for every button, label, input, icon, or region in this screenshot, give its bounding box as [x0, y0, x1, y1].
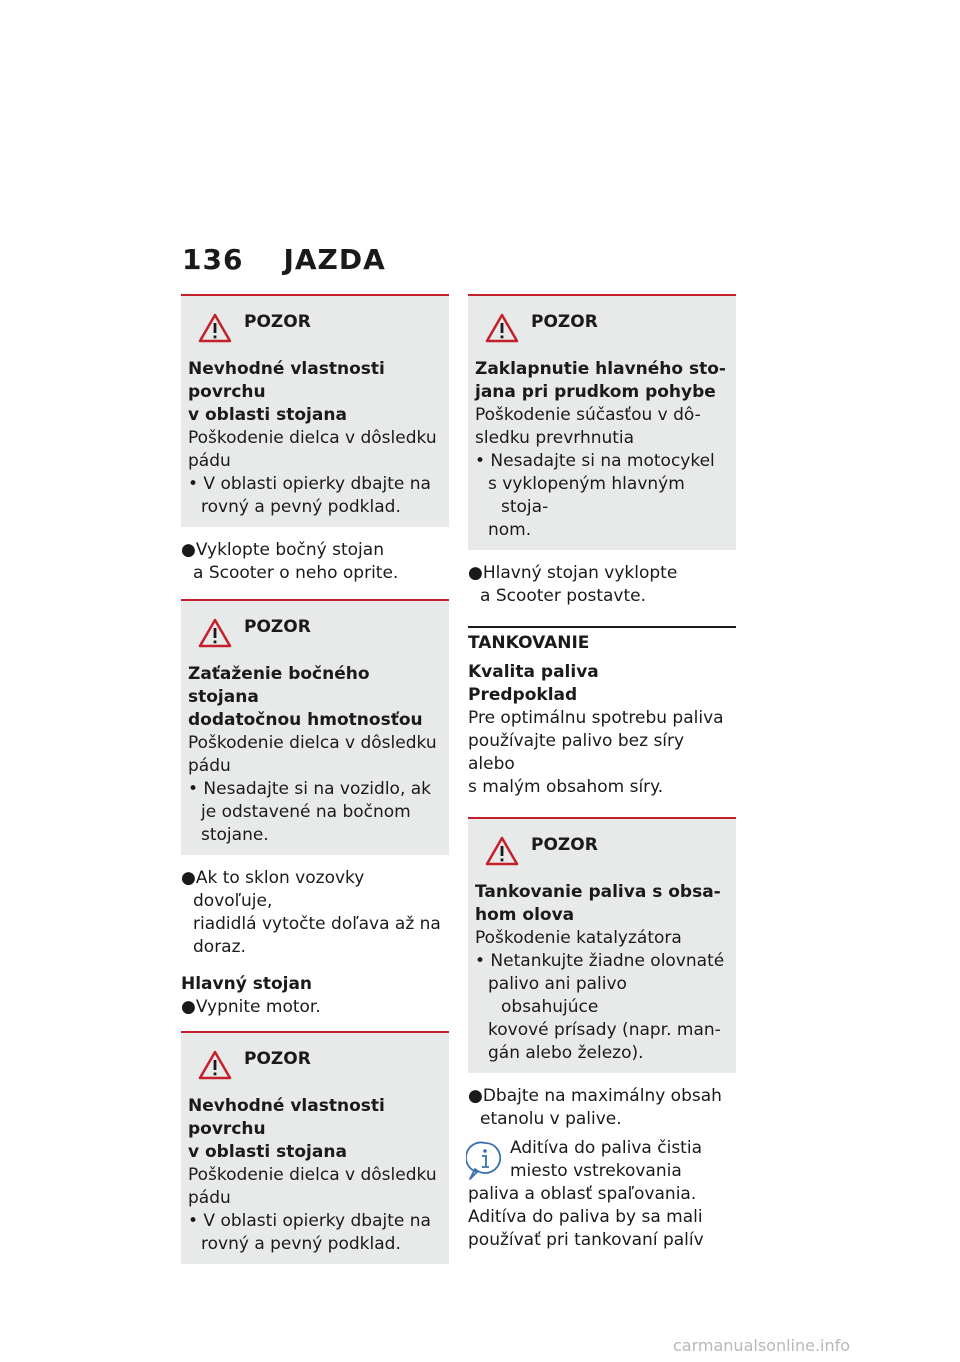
right-column [468, 294, 736, 1252]
warning-triangle-icon [198, 618, 232, 648]
warning-label: POZOR [244, 617, 311, 637]
warning-action-line: s vyklopeným hlavným stoja- [488, 474, 685, 517]
warning-action-line: rovný a pevný podklad. [201, 497, 401, 517]
warning-text-line: Poškodenie katalyzátora [475, 928, 682, 948]
paragraph-line: používajte palivo bez síry alebo [468, 731, 685, 774]
warning-label: POZOR [531, 835, 598, 855]
step-line: ●Dbajte na maximálny obsah [468, 1086, 722, 1106]
warning-title-line: Zaťaženie bočného stojana [188, 664, 370, 707]
info-line: Aditíva do paliva čistia [510, 1138, 702, 1158]
warning-box [181, 1031, 449, 1264]
warning-consequence [188, 1164, 442, 1210]
step-line: a Scooter o neho oprite. [193, 563, 399, 583]
warning-title [475, 358, 729, 404]
warning-title [188, 1095, 442, 1164]
step-line: ●Vyklopte bočný stojan [181, 540, 384, 560]
warning-box [181, 294, 449, 527]
step-line: ●Ak to sklon vozovky dovoľuje, [181, 868, 365, 911]
warning-action-line: je odstavené na bočnom [201, 802, 411, 822]
step-line: riadidlá vytočte doľava až na [193, 914, 441, 934]
warning-text-line: pádu [188, 756, 231, 776]
warning-box [468, 817, 736, 1073]
instruction-step [181, 539, 449, 585]
section-title: JAZDA [283, 243, 386, 276]
warning-action-line: gán alebo železo). [488, 1043, 644, 1063]
info-note [468, 1137, 736, 1252]
page-header [182, 243, 386, 276]
warning-title-line: Nevhodné vlastnosti povrchu [188, 359, 385, 402]
warning-action-line: kovové prísady (napr. man- [488, 1020, 721, 1040]
warning-action-line: • Netankujte žiadne olovnaté [475, 951, 725, 971]
step-line: ●Hlavný stojan vyklopte [468, 563, 678, 583]
warning-action-line: • Nesadajte si na motocykel [475, 451, 715, 471]
paragraph-line: s malým obsahom síry. [468, 777, 664, 797]
info-line: paliva a oblasť spaľovania. [468, 1184, 697, 1204]
info-line: miesto vstrekovania [510, 1161, 682, 1181]
warning-action [188, 1210, 442, 1256]
warning-title [188, 358, 442, 427]
warning-action [475, 450, 729, 542]
warning-action [475, 950, 729, 1065]
warning-action-line: rovný a pevný podklad. [201, 1234, 401, 1254]
warning-action-line: • V oblasti opierky dbajte na [188, 474, 431, 494]
warning-text-line: Poškodenie dielca v dôsledku [188, 733, 437, 753]
step-line: a Scooter postavte. [480, 586, 646, 606]
paragraph-line: Pre optimálnu spotrebu paliva [468, 708, 724, 728]
section-rule [468, 626, 736, 799]
warning-consequence [188, 732, 442, 778]
warning-text-line: Poškodenie dielca v dôsledku [188, 1165, 437, 1185]
warning-consequence [475, 404, 729, 450]
warning-consequence [475, 927, 729, 950]
warning-title [188, 663, 442, 732]
warning-title-line: Zaklapnutie hlavného sto- [475, 359, 726, 379]
warning-action-line: stojane. [201, 825, 269, 845]
info-line: používať pri tankovaní palív [468, 1230, 704, 1250]
section-heading: TANKOVANIE [468, 633, 590, 653]
instruction-step: ●Vypnite motor. [181, 997, 321, 1017]
warning-action-line: • Nesadajte si na vozidlo, ak [188, 779, 432, 799]
warning-consequence [188, 427, 442, 473]
warning-title-line: Tankovanie paliva s obsa- [475, 882, 721, 902]
warning-label: POZOR [531, 312, 598, 332]
warning-header [188, 1045, 442, 1085]
warning-header [475, 308, 729, 348]
warning-text-line: pádu [188, 451, 231, 471]
warning-text-line: sledku prevrhnutia [475, 428, 635, 448]
instruction-step [468, 562, 736, 608]
warning-triangle-icon [485, 836, 519, 866]
warning-triangle-icon [485, 313, 519, 343]
warning-title-line: hom olova [475, 905, 575, 925]
warning-text-line: pádu [188, 1188, 231, 1208]
paragraph [468, 707, 736, 799]
warning-triangle-icon [198, 313, 232, 343]
warning-header [188, 613, 442, 653]
warning-title-line: Nevhodné vlastnosti povrchu [188, 1096, 385, 1139]
warning-box [468, 294, 736, 550]
warning-title-line: v oblasti stojana [188, 1142, 347, 1162]
step-line: etanolu v palive. [480, 1109, 622, 1129]
info-icon [466, 1139, 504, 1183]
warning-label: POZOR [244, 1049, 311, 1069]
info-line: Aditíva do paliva by sa mali [468, 1207, 703, 1227]
warning-label: POZOR [244, 312, 311, 332]
warning-action-line: nom. [488, 520, 532, 540]
subheading: Hlavný stojan [181, 974, 313, 994]
warning-action-line: • V oblasti opierky dbajte na [188, 1211, 431, 1231]
warning-title-line: v oblasti stojana [188, 405, 347, 425]
warning-title [475, 881, 729, 927]
instruction-step [468, 1085, 736, 1131]
warning-text-line: Poškodenie dielca v dôsledku [188, 428, 437, 448]
left-column [181, 294, 449, 1264]
warning-triangle-icon [198, 1050, 232, 1080]
page-number: 136 [182, 243, 244, 276]
subheading: Predpoklad [468, 685, 578, 705]
watermark: carmanualsonline.info [673, 1336, 851, 1355]
warning-box [181, 599, 449, 855]
warning-header [188, 308, 442, 348]
step-line: doraz. [193, 937, 246, 957]
warning-action-line: palivo ani palivo obsahujúce [488, 974, 627, 1017]
subheading: Kvalita paliva [468, 662, 599, 682]
warning-header [475, 831, 729, 871]
warning-title-line: jana pri prudkom pohybe [475, 382, 716, 402]
warning-title-line: dodatočnou hmotnosťou [188, 710, 423, 730]
warning-action [188, 778, 442, 847]
warning-action [188, 473, 442, 519]
instruction-step [181, 867, 449, 959]
warning-text-line: Poškodenie súčasťou v dô- [475, 405, 701, 425]
